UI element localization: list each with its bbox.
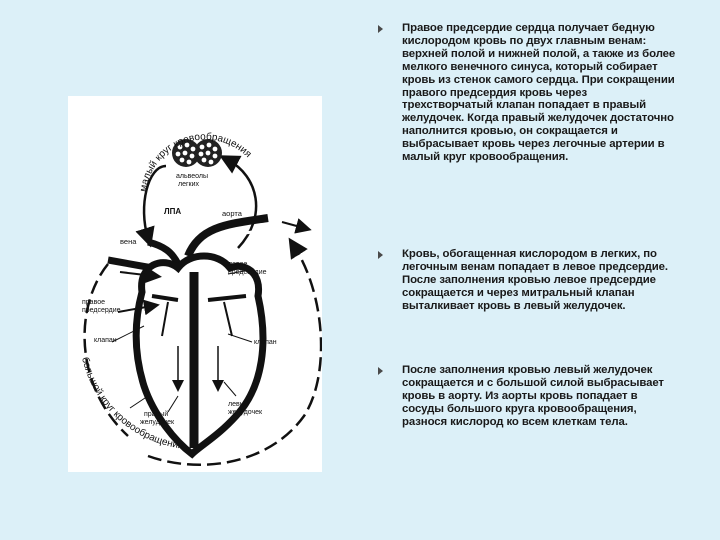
lpa-label: ЛПА — [164, 207, 182, 216]
vein-label: вена — [120, 237, 137, 246]
bullet-text: Кровь, обогащенная кислородом в легких, по легочным венам попадает в левое предсердие. После заполнения кровью левое предсердие сокращается и через митральный клапан выталкивает кровь в левый желудочек. — [402, 248, 668, 312]
bullet-text: Правое предсердие сердца получает бедную кислородом кровь по двух главным венам: верхней полой и нижней полой, а также из более мелкого венечного синуса, который собирает кровь из стенок самого сердца. При сокращении правого предсердия кровь через трехстворчатый клапан попадает в правый желудочек. Когда правый желудочек достаточно наполнится кровью, он сокращается и выбрасывает кровь через легочные артерии в малый круг кровообращения. — [402, 22, 676, 164]
small-circle-label: малый круг кровообращения — [138, 131, 254, 193]
big-circle-label: большой круг кровообращения — [79, 355, 184, 452]
diagram-svg — [68, 96, 322, 472]
valve2-label: клапан — [254, 339, 277, 346]
right-ventricle-label: правый желудочек — [140, 411, 175, 426]
aorta-label: аорта — [222, 209, 242, 218]
right-atrium-label: правое предсердие — [82, 299, 121, 314]
alveoli-label: альвеолы легких — [176, 173, 209, 188]
bullet-text: После заполнения кровью левый желудочек сокращается и с большой силой выбрасывает кровь в аорту. Из аорты кровь попадает в сосуды большого круга кровообращения, разнося кислород ко всем клеткам тела. — [402, 364, 664, 428]
heart-circulation-diagram — [68, 96, 322, 472]
bullet-arrow-icon — [378, 251, 383, 259]
left-ventricle-label: левый желудочек — [228, 401, 263, 416]
bullet-arrow-icon — [378, 367, 383, 375]
bullet-arrow-icon — [378, 25, 383, 33]
left-atrium-label: левое предсердие — [228, 261, 267, 276]
valve-label: клапан — [94, 337, 117, 344]
